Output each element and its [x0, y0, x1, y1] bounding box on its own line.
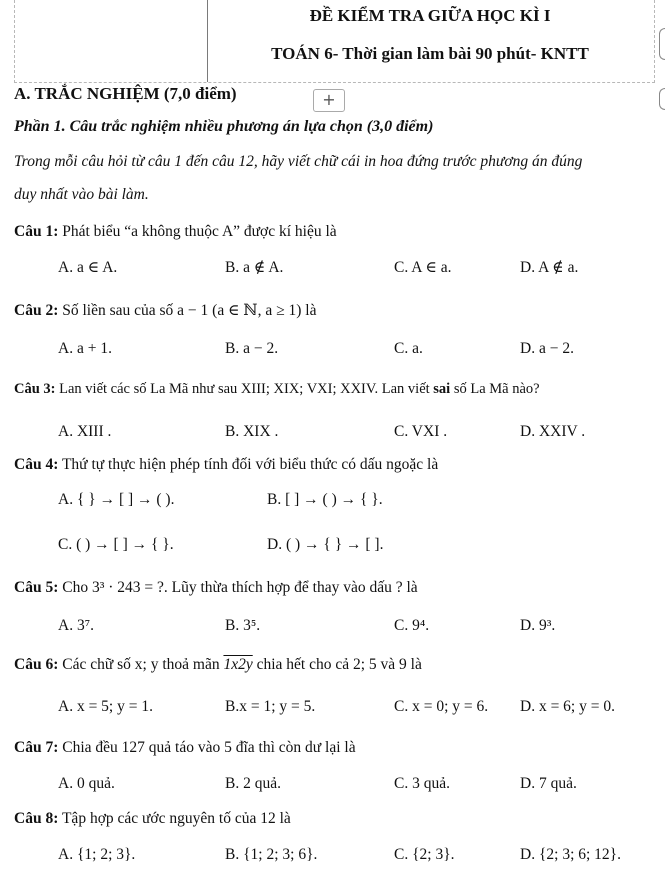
option-b[interactable]: B. a − 2. — [225, 340, 279, 357]
exam-title: ĐỀ KIỂM TRA GIỮA HỌC KÌ I — [309, 6, 551, 25]
option-d[interactable]: D. 7 quả. — [520, 775, 577, 792]
option-d[interactable]: D. x = 6; y = 0. — [520, 698, 615, 715]
question-3 — [14, 381, 540, 398]
question-6 — [14, 656, 422, 674]
overlined-number: 1x2y — [223, 656, 253, 673]
question-label: Câu 3: — [14, 381, 56, 397]
option-a[interactable]: A. 3⁷. — [58, 617, 94, 634]
question-text: Thứ tự thực hiện phép tính đối với biểu thức có dấu ngoặc là — [61, 456, 439, 473]
math-expression: 3³ · 243 = ?. — [91, 579, 168, 596]
option-b[interactable]: B. 3⁵. — [225, 617, 261, 634]
section-heading: A. TRẮC NGHIỆM (7,0 điểm) — [14, 84, 237, 103]
option-c[interactable]: C. {2; 3}. — [394, 846, 455, 863]
question-text: Chia đều 127 quả táo vào 5 đĩa thì còn dư lại là — [62, 739, 356, 756]
option-b[interactable]: B. [ ] → ( ) → { }. — [267, 491, 383, 508]
question-1 — [14, 223, 337, 241]
option-d[interactable]: D. XXIV . — [520, 423, 586, 440]
exam-subtitle: TOÁN 6- Thời gian làm bài 90 phút- KNTT — [271, 44, 589, 63]
option-d[interactable]: D. {2; 3; 6; 12}. — [520, 846, 621, 863]
instruction-line: duy nhất vào bài làm. — [14, 186, 149, 203]
emphasis-word: sai — [433, 381, 451, 397]
question-text: chia hết cho cả 2; 5 và 9 là — [256, 656, 422, 673]
option-a[interactable]: A. a + 1. — [58, 340, 112, 357]
option-b[interactable]: B. a ∉ A. — [225, 259, 284, 276]
question-text-end: số La Mã nào? — [453, 381, 540, 397]
option-a[interactable]: A. 0 quả. — [58, 775, 115, 792]
question-text: Lan viết các số La Mã như sau XIII; XIX; VXI; XXIV. Lan viết — [59, 381, 430, 397]
add-button[interactable]: + — [313, 89, 345, 112]
question-7 — [14, 739, 356, 757]
question-text: Số liền sau của số a − 1 (a ∈ ℕ, a ≥ 1) là — [62, 302, 317, 319]
question-label: Câu 8: — [14, 810, 59, 827]
option-d[interactable]: D. 9³. — [520, 617, 556, 634]
question-5 — [14, 579, 418, 597]
question-text: Phát biểu “a không thuộc A” được kí hiệu là — [62, 223, 337, 240]
option-b[interactable]: B. 2 quả. — [225, 775, 281, 792]
option-b[interactable]: B.x = 1; y = 5. — [225, 698, 316, 715]
question-8 — [14, 810, 291, 828]
option-c[interactable]: C. ( ) → [ ] → { }. — [58, 536, 174, 553]
option-c[interactable]: C. x = 0; y = 6. — [394, 698, 489, 715]
option-d[interactable]: D. A ∉ a. — [520, 259, 579, 276]
option-c[interactable]: C. 9⁴. — [394, 617, 430, 634]
option-b[interactable]: B. XIX . — [225, 423, 279, 440]
question-label: Câu 5: — [14, 579, 59, 596]
option-c[interactable]: C. A ∈ a. — [394, 259, 452, 276]
option-b[interactable]: B. {1; 2; 3; 6}. — [225, 846, 318, 863]
scroll-edge-marker[interactable] — [659, 88, 665, 110]
question-label: Câu 1: — [14, 223, 59, 240]
question-label: Câu 6: — [14, 656, 59, 673]
option-c[interactable]: C. 3 quả. — [394, 775, 450, 792]
question-label: Câu 7: — [14, 739, 59, 756]
instruction-line: Trong mỗi câu hỏi từ câu 1 đến câu 12, hãy viết chữ cái in hoa đứng trước phương án đúng — [14, 153, 583, 170]
question-2 — [14, 301, 316, 320]
question-label: Câu 4: — [14, 456, 59, 473]
option-a[interactable]: A. { } → [ ] → ( ). — [58, 491, 175, 508]
question-text: Lũy thừa thích hợp để thay vào dấu ? là — [171, 579, 418, 596]
option-c[interactable]: C. a. — [394, 340, 423, 357]
question-text-pre: Cho — [62, 579, 89, 596]
question-text-pre: Các chữ số x; y thoả mãn — [62, 656, 220, 673]
question-4 — [14, 456, 438, 474]
option-a[interactable]: A. {1; 2; 3}. — [58, 846, 136, 863]
option-a[interactable]: A. a ∈ A. — [58, 259, 118, 276]
option-c[interactable]: C. VXI . — [394, 423, 448, 440]
scroll-edge-marker[interactable] — [659, 28, 665, 60]
question-text: Tập hợp các ước nguyên tố của 12 là — [61, 810, 291, 827]
question-label: Câu 2: — [14, 302, 59, 319]
option-d[interactable]: D. a − 2. — [520, 340, 574, 357]
option-d[interactable]: D. ( ) → { } → [ ]. — [267, 536, 384, 553]
option-a[interactable]: A. XIII . — [58, 423, 112, 440]
option-a[interactable]: A. x = 5; y = 1. — [58, 698, 153, 715]
part-heading: Phần 1. Câu trắc nghiệm nhiều phương án lựa chọn (3,0 điểm) — [14, 118, 434, 135]
